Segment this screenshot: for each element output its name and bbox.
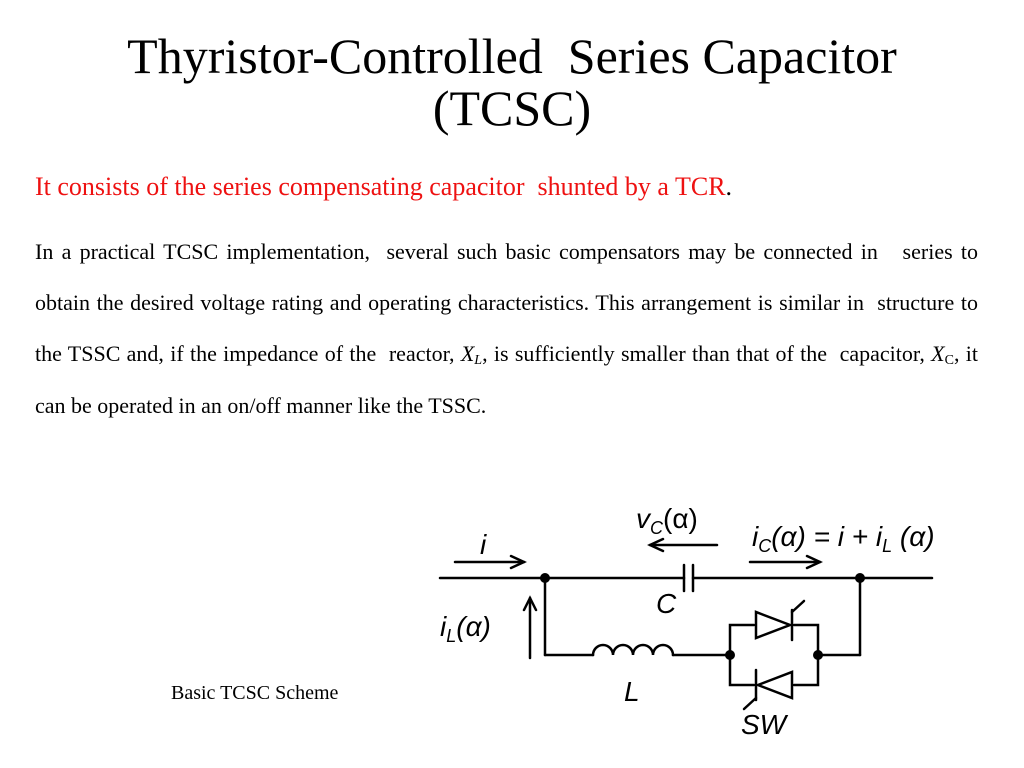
label-ic: i <box>752 521 759 552</box>
label-ic-l-sub: L <box>882 536 893 556</box>
label-il-arg: (α) <box>456 611 491 642</box>
thyristor-bottom <box>758 672 792 698</box>
label-switch: SW <box>741 709 787 740</box>
svg-text:iC(α) = i + iL (α) <box>752 521 935 556</box>
svg-text:iL(α) <box>440 611 491 646</box>
thyristor-top-gate <box>792 601 804 612</box>
thyristor-top <box>756 612 790 638</box>
inductor-coil <box>593 645 673 655</box>
label-capacitor: C <box>656 588 677 619</box>
thyristor-bottom-gate <box>744 698 756 709</box>
label-vc: v <box>636 503 650 534</box>
para-part-2: , is sufficiently smaller than that of the capacitor, <box>482 341 932 367</box>
junction-sw-left <box>725 650 735 660</box>
svg-text:vC(α) <box>636 503 698 538</box>
xl-variable: X <box>460 341 475 367</box>
label-ic-sub: C <box>758 536 772 556</box>
para-part-3: , it can be operated in an on/off manner like the TSSC. <box>35 341 984 418</box>
label-il-sub: L <box>446 626 457 646</box>
xc-subscript: C <box>944 353 954 369</box>
title-line-2: (TCSC) <box>432 80 592 136</box>
label-i: i <box>480 529 487 560</box>
intro-highlight: It consists of the series compensating capacitor shunted by a TCR <box>35 172 726 201</box>
label-inductor: L <box>624 676 640 707</box>
label-il: i <box>440 611 447 642</box>
junction-sw-right <box>813 650 823 660</box>
label-ic-arg: (α) <box>892 521 935 552</box>
title-line-1: Thyristor-Controlled Series Capacitor <box>127 28 897 84</box>
junction-left <box>540 573 550 583</box>
label-vc-arg: (α) <box>663 503 698 534</box>
intro-period: . <box>725 172 733 201</box>
junction-right <box>855 573 865 583</box>
para-part-1: In a practical TCSC implementation, several such basic compensators may be connected in series to obtain the desired voltage rating and operating characteristics. This arrangement is similar in structure to the TSSC and, if the impedance of the reactor, <box>35 239 984 367</box>
label-vc-sub: C <box>650 518 663 538</box>
label-ic-eq: (α) = i + i <box>771 521 883 552</box>
diagram-caption: Basic TCSC Scheme <box>171 682 339 704</box>
xl-subscript: L <box>474 353 483 369</box>
xc-variable: X <box>931 341 945 367</box>
